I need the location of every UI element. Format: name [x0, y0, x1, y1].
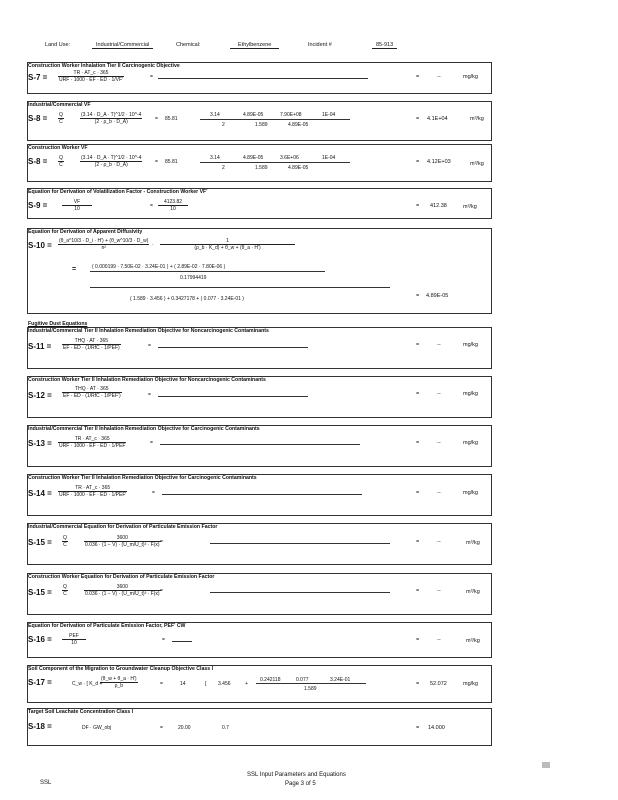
s11-fraction: THQ · AT · 365 EF · ED · (1/RfC · 1/PEF)	[63, 338, 120, 351]
s11-unit: mg/kg	[463, 342, 478, 348]
fugitive-title: Fugitive Dust Equations	[28, 321, 88, 327]
s15a-eq: =	[160, 539, 163, 545]
s11-eq: =	[148, 343, 151, 349]
s10-title: Equation for Derivation of Apparent Diffusivity	[28, 229, 143, 235]
s13-unit: mg/kg	[463, 440, 478, 446]
s17-value: 52.072	[430, 681, 447, 687]
s16-label: S-16 =	[28, 635, 52, 644]
s16-rule	[172, 641, 192, 642]
s15a-unit: m³/kg	[466, 540, 480, 546]
s8b-unit: m³/kg	[470, 161, 484, 167]
s7-result-eq: =	[416, 74, 420, 80]
s17-c3: 0.242118	[260, 677, 281, 683]
s7-label: S-7 =	[28, 73, 48, 82]
s17-expr: C_w · [ K_d +	[72, 681, 103, 687]
s8b-eq: =	[155, 159, 158, 165]
s9-value: 412.38	[430, 203, 447, 209]
s8b-label: S-8 =	[28, 157, 48, 166]
s16-fraction: PEF 10	[62, 633, 86, 646]
incident-label: Incident #	[308, 42, 332, 48]
s12-rule	[158, 396, 308, 397]
incident-value: 85-913	[372, 42, 397, 49]
s8b-d3: 4.89E-05	[288, 165, 309, 171]
s15a-q-c: $\frac{Q}{C}$	[63, 535, 67, 548]
footer-title: SSL Input Parameters and Equations	[247, 772, 346, 778]
s10-fraction-2: $\frac{1}{(\rho\_b \cdot K\_d) + \theta\_w + (\theta\_a \cdot H')}$	[160, 238, 295, 251]
s8-title: Industrial/Commercial VF	[28, 102, 91, 108]
s8b-value: 4.12E+03	[427, 159, 451, 165]
s7-value: --	[437, 74, 441, 80]
s11-label: S-11 =	[28, 342, 52, 351]
s18-expr: DF · GW_obj	[82, 725, 112, 731]
s15a-result-eq: =	[416, 539, 420, 545]
s15a-rule	[210, 543, 390, 544]
s12-result-eq: =	[416, 391, 420, 397]
s16-value: --	[437, 637, 441, 643]
s9-fraction: $\frac{VF}{10}$	[62, 199, 92, 212]
s10-rule-2	[90, 287, 390, 288]
s9-eq: =	[150, 203, 153, 209]
s14-title: Construction Worker Tier II Inhalation Remediation Objective for Carcinogenic Contaminants	[28, 475, 257, 481]
s18-eq: =	[160, 725, 163, 731]
s15b-q-c: $\frac{Q}{C}$	[63, 584, 67, 597]
chemical-label: Chemical:	[176, 42, 201, 48]
s17-bracket: [	[205, 681, 207, 687]
s15b-value: --	[437, 588, 441, 594]
s12-title: Construction Worker Tier II Inhalation Remediation Objective for Noncarcinogenic Contaminants	[28, 377, 266, 383]
s16-result-eq: =	[416, 637, 420, 643]
s8b-n2: 4.89E-05	[243, 155, 264, 161]
s8b-n1: 3.14	[210, 155, 220, 161]
s8-eq: =	[155, 116, 158, 122]
s10-label: S-10 =	[28, 241, 52, 250]
s17-c2: 3.456	[218, 681, 231, 687]
s9-result-eq: =	[416, 203, 420, 209]
s14-unit: mg/kg	[463, 490, 478, 496]
s17-unit: mg/kg	[463, 681, 478, 687]
s8-label: S-8 =	[28, 114, 48, 123]
s18-result-eq: =	[416, 725, 420, 731]
s8-n1: 3.14	[210, 112, 220, 118]
s10-fraction: $\frac{(\theta\_a\^{}10/3 \cdot D\_i \cdot H') + (\theta\_w\^{}10/3 \cdot D\_w)}{\text{n²}}$	[59, 238, 149, 251]
s13-value: --	[437, 440, 441, 446]
s8b-result-eq: =	[416, 159, 420, 165]
s14-label: S-14 =	[28, 489, 52, 498]
s8-n4: 1E-04	[322, 112, 336, 118]
s13-eq: =	[150, 440, 153, 446]
s17-title: Soil Component of the Migration to Groundwater Cleanup Objective Class I	[28, 666, 214, 672]
s9-fraction-values: $\frac{4123.82}{10}$	[158, 199, 188, 212]
s16-eq: =	[162, 637, 165, 643]
s8b-q-c: $\frac{Q}{C}$	[59, 155, 63, 168]
s15a-label: S-15 =	[28, 538, 52, 547]
s8-d3: 4.89E-05	[288, 122, 309, 128]
s8b-coef: 85.81	[165, 159, 178, 165]
s14-rule	[162, 494, 362, 495]
s16-unit: m³/kg	[466, 638, 480, 644]
s8-fraction: $\frac{(3.14 \cdot D\_A \cdot T)\^{}1/2 \cdot 10\^{}-4}{(2 \cdot \rho\_b \cdot D\_A)}$	[81, 112, 142, 125]
footer-page: Page 3 of 5	[285, 781, 316, 787]
s11-rule	[158, 347, 308, 348]
s17-rule	[256, 683, 366, 684]
s8-d2: 1.589	[255, 122, 268, 128]
s15b-rule	[210, 592, 390, 593]
land-use-value: Industrial/Commercial	[92, 42, 153, 49]
s15b-title: Construction Worker Equation for Derivation of Particulate Emission Factor	[28, 574, 215, 580]
chemical-value: Ethylbenzene	[230, 42, 279, 49]
s8b-title: Construction Worker VF	[28, 145, 88, 151]
land-use-label: Land Use:	[45, 42, 71, 48]
s14-eq: =	[152, 490, 155, 496]
s7-title: Construction Worker Inhalation Tier II Carcinogenic Objective	[28, 63, 180, 69]
s17-eq: =	[160, 681, 163, 687]
s17-c4: 0.077	[296, 677, 309, 683]
s8b-rule	[200, 162, 350, 163]
s13-fraction: TR · AT_c · 365 URF · 1000 · EF · ED · 1/PEF	[59, 436, 126, 449]
s10-row1: ( 0.000199 · 7.50E-02 · 3.24E-01 ) + ( 2.89E-02 · 7.80E-06 )	[92, 264, 226, 270]
s8-unit: m³/kg	[470, 116, 484, 122]
s18-v2: 0.7	[222, 725, 229, 731]
s12-fraction: THQ · AT · 365 EF · ED · (1/RfC · 1/PEF')	[63, 386, 121, 399]
s13-result-eq: =	[416, 440, 420, 446]
s14-fraction: TR · AT_c · 365 URF · 1000 · EF · ED · 1/PEF'	[59, 485, 127, 498]
s15b-unit: m³/kg	[466, 589, 480, 595]
s8-result-eq: =	[416, 116, 420, 122]
s17-fraction: $\frac{(\theta\_w + \theta\_a \cdot H')}{\rho\_b}$	[101, 676, 137, 689]
s18-label: S-18 =	[28, 722, 52, 731]
s10-row2: 0.17994419	[180, 275, 207, 281]
s13-rule	[160, 444, 360, 445]
s12-eq: =	[148, 392, 151, 398]
s8-value: 4.1E+04	[427, 116, 448, 122]
s8b-n4: 1E-04	[322, 155, 336, 161]
s11-value: --	[437, 342, 441, 348]
s10-value: 4.89E-05	[426, 293, 449, 299]
s15a-fraction: $\frac{3600}{\text{0.036 · (1 − V) · (U\_m/U\_t)³ · F(x)}}$	[85, 535, 160, 548]
s15b-result-eq: =	[416, 588, 420, 594]
marker-block	[542, 762, 550, 768]
s16-title: Equation for Derivation of Particulate Emission Factor, PEF' CW	[28, 623, 186, 629]
s12-unit: mg/kg	[463, 391, 478, 397]
s18-value: 14.000	[428, 725, 445, 731]
s10-rule-1	[90, 271, 325, 272]
s14-value: --	[437, 490, 441, 496]
s11-title: Industrial/Commercial Tier II Inhalation Remediation Objective for Noncarcinogenic Contaminants	[28, 328, 269, 334]
s15b-fraction: $\frac{3600}{\text{0.036 · (1 − V) · (U\_m/U\_t)³ · F(x)}}$	[85, 584, 160, 597]
s7-fraction: TR · AT_c · 365 URF · 1000 · EF · ED · 1/VF'	[59, 70, 124, 83]
s8-n2: 4.89E-05	[243, 112, 264, 118]
s7-rule	[158, 78, 368, 79]
s18-title: Target Soil Leachate Concentration Class I	[28, 709, 134, 715]
s7-eq: =	[150, 74, 153, 80]
s17-c1: 14	[180, 681, 186, 687]
s13-label: S-13 =	[28, 439, 52, 448]
s17-label: S-17 =	[28, 678, 52, 687]
s8b-n3: 3.6E+06	[280, 155, 299, 161]
s12-value: --	[437, 391, 441, 397]
s9-title: Equation for Derivation of Volatilization Factor - Construction Worker VF'	[28, 189, 208, 195]
s17-plus: +	[245, 681, 248, 687]
s13-title: Industrial/Commercial Tier II Inhalation Remediation Objective for Carcinogenic Contaminants	[28, 426, 260, 432]
footer-left: SSL	[40, 780, 52, 786]
s8-d1: 2	[222, 122, 225, 128]
s9-unit: m³/kg	[463, 204, 477, 210]
s15b-label: S-15 =	[28, 588, 52, 597]
s14-result-eq: =	[416, 490, 420, 496]
s12-label: S-12 =	[28, 391, 52, 400]
s18-v1: 20.00	[178, 725, 191, 731]
s7-unit: mg/kg	[463, 74, 478, 80]
s8-coef: 85.81	[165, 116, 178, 122]
s8-n3: 7.90E+08	[280, 112, 302, 118]
s15a-title: Industrial/Commercial Equation for Derivation of Particulate Emission Factor	[28, 524, 218, 530]
s8-rule	[200, 119, 350, 120]
s17-result-eq: =	[416, 681, 420, 687]
s8b-d2: 1.589	[255, 165, 268, 171]
s15a-value: --	[437, 539, 441, 545]
s17-c5: 3.24E-01	[330, 677, 351, 683]
s10-times: ·	[152, 242, 154, 248]
s10-row3: ( 1.589 · 3.456 ) + 0.3427178 + ( 0.077 · 3.24E-01 )	[130, 296, 244, 302]
s17-c6: 1.589	[304, 686, 317, 692]
s8b-fraction: $\frac{(3.14 \cdot D\_A \cdot T)\^{}1/2 \cdot 10\^{}-4}{(2 \cdot \rho\_b \cdot D\_A)}$	[81, 155, 142, 168]
s8-q-c: $\frac{Q}{C}$	[59, 112, 63, 125]
s10-eq: =	[72, 266, 77, 273]
s15b-eq: =	[160, 588, 163, 594]
s9-label: S-9 =	[28, 201, 48, 210]
s10-result-eq: =	[416, 293, 420, 299]
s11-result-eq: =	[416, 342, 420, 348]
s8b-d1: 2	[222, 165, 225, 171]
